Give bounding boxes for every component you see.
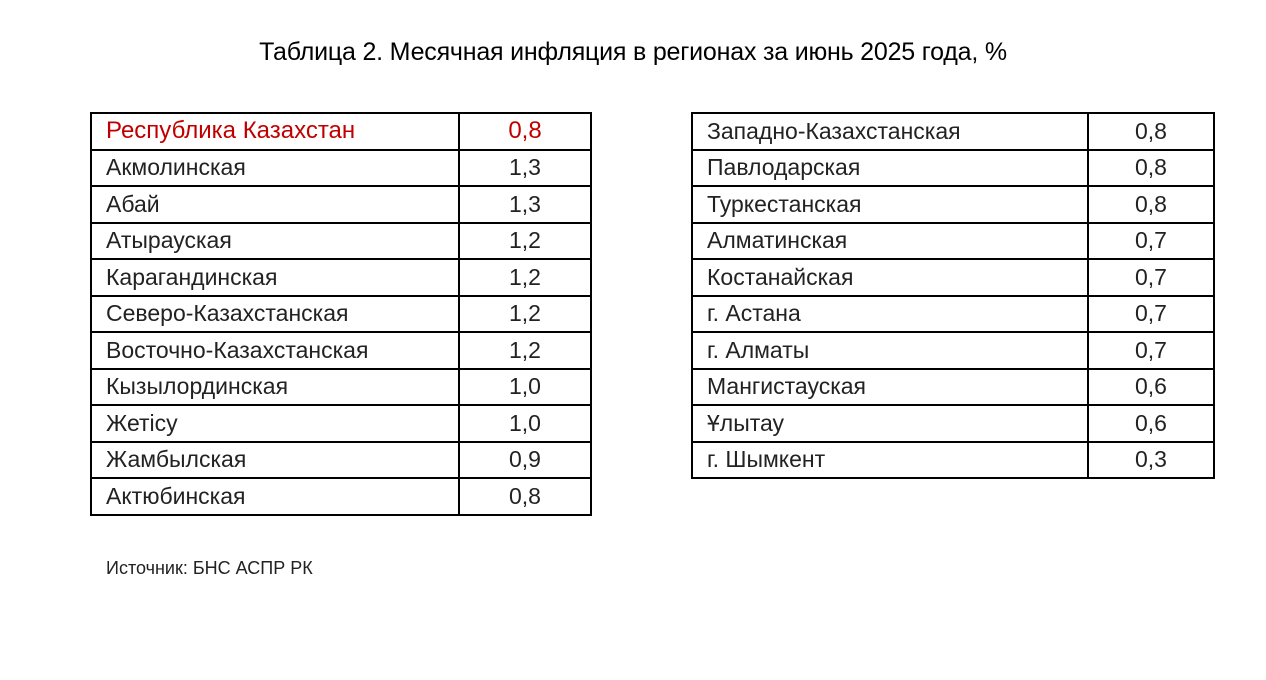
- table-row: [91, 405, 591, 442]
- inflation-value-cell: 0,8: [1088, 113, 1214, 150]
- region-name-cell: Восточно-Казахстанская: [91, 332, 459, 369]
- table-row: [692, 296, 1214, 333]
- region-name-cell: Актюбинская: [91, 478, 459, 515]
- table-row: [91, 150, 591, 187]
- inflation-value-cell: 1,2: [459, 332, 591, 369]
- inflation-value-cell: 1,3: [459, 150, 591, 187]
- table-row: [91, 223, 591, 260]
- region-name-cell: Ұлытау: [692, 405, 1088, 442]
- inflation-table-left-body: [91, 113, 591, 515]
- inflation-value-cell: 0,8: [1088, 150, 1214, 187]
- table-row: [692, 442, 1214, 479]
- region-name-cell: Костанайская: [692, 259, 1088, 296]
- region-name-cell: Кызылординская: [91, 369, 459, 406]
- inflation-value-cell: 0,6: [1088, 369, 1214, 406]
- region-name-cell: Жетісу: [91, 405, 459, 442]
- inflation-value-cell: 1,0: [459, 405, 591, 442]
- region-name-cell: г. Астана: [692, 296, 1088, 333]
- inflation-value-cell: 0,7: [1088, 259, 1214, 296]
- inflation-value-cell: 0,3: [1088, 442, 1214, 479]
- region-name-cell: Туркестанская: [692, 186, 1088, 223]
- table-row: [91, 259, 591, 296]
- region-name-cell: Абай: [91, 186, 459, 223]
- inflation-table-right-body: [692, 113, 1214, 478]
- inflation-value-cell: 0,9: [459, 442, 591, 479]
- inflation-value-cell: 1,2: [459, 259, 591, 296]
- region-name-cell: Республика Казахстан: [91, 113, 459, 150]
- inflation-value-cell: 0,7: [1088, 296, 1214, 333]
- inflation-value-cell: 0,8: [1088, 186, 1214, 223]
- region-name-cell: Акмолинская: [91, 150, 459, 187]
- table-row: [91, 332, 591, 369]
- source-note: Источник: БНС АСПР РК: [106, 558, 313, 578]
- table-row: [692, 150, 1214, 187]
- region-name-cell: Жамбылская: [91, 442, 459, 479]
- inflation-value-cell: 1,2: [459, 296, 591, 333]
- table-row: [692, 369, 1214, 406]
- inflation-value-cell: 1,2: [459, 223, 591, 260]
- table-row: [91, 186, 591, 223]
- region-name-cell: Карагандинская: [91, 259, 459, 296]
- inflation-value-cell: 0,7: [1088, 223, 1214, 260]
- table-row: [692, 113, 1214, 150]
- inflation-value-cell: 1,0: [459, 369, 591, 406]
- table-row: [91, 113, 591, 150]
- table-row: [91, 478, 591, 515]
- region-name-cell: Павлодарская: [692, 150, 1088, 187]
- table-title: Таблица 2. Месячная инфляция в регионах за июнь 2025 года, %: [259, 38, 1007, 66]
- inflation-value-cell: 0,8: [459, 478, 591, 515]
- inflation-value-cell: 0,8: [459, 113, 591, 150]
- table-row: [692, 186, 1214, 223]
- region-name-cell: Северо-Казахстанская: [91, 296, 459, 333]
- inflation-value-cell: 0,6: [1088, 405, 1214, 442]
- region-name-cell: Алматинская: [692, 223, 1088, 260]
- region-name-cell: Атырауская: [91, 223, 459, 260]
- table-row: [692, 259, 1214, 296]
- table-row: [91, 296, 591, 333]
- table-row: [91, 369, 591, 406]
- inflation-table-right: [691, 112, 1215, 479]
- region-name-cell: г. Алматы: [692, 332, 1088, 369]
- table-row: [692, 332, 1214, 369]
- region-name-cell: г. Шымкент: [692, 442, 1088, 479]
- inflation-value-cell: 1,3: [459, 186, 591, 223]
- inflation-value-cell: 0,7: [1088, 332, 1214, 369]
- table-row: [692, 405, 1214, 442]
- region-name-cell: Западно-Казахстанская: [692, 113, 1088, 150]
- inflation-table-left: [90, 112, 592, 516]
- table-row: [692, 223, 1214, 260]
- table-row: [91, 442, 591, 479]
- region-name-cell: Мангистауская: [692, 369, 1088, 406]
